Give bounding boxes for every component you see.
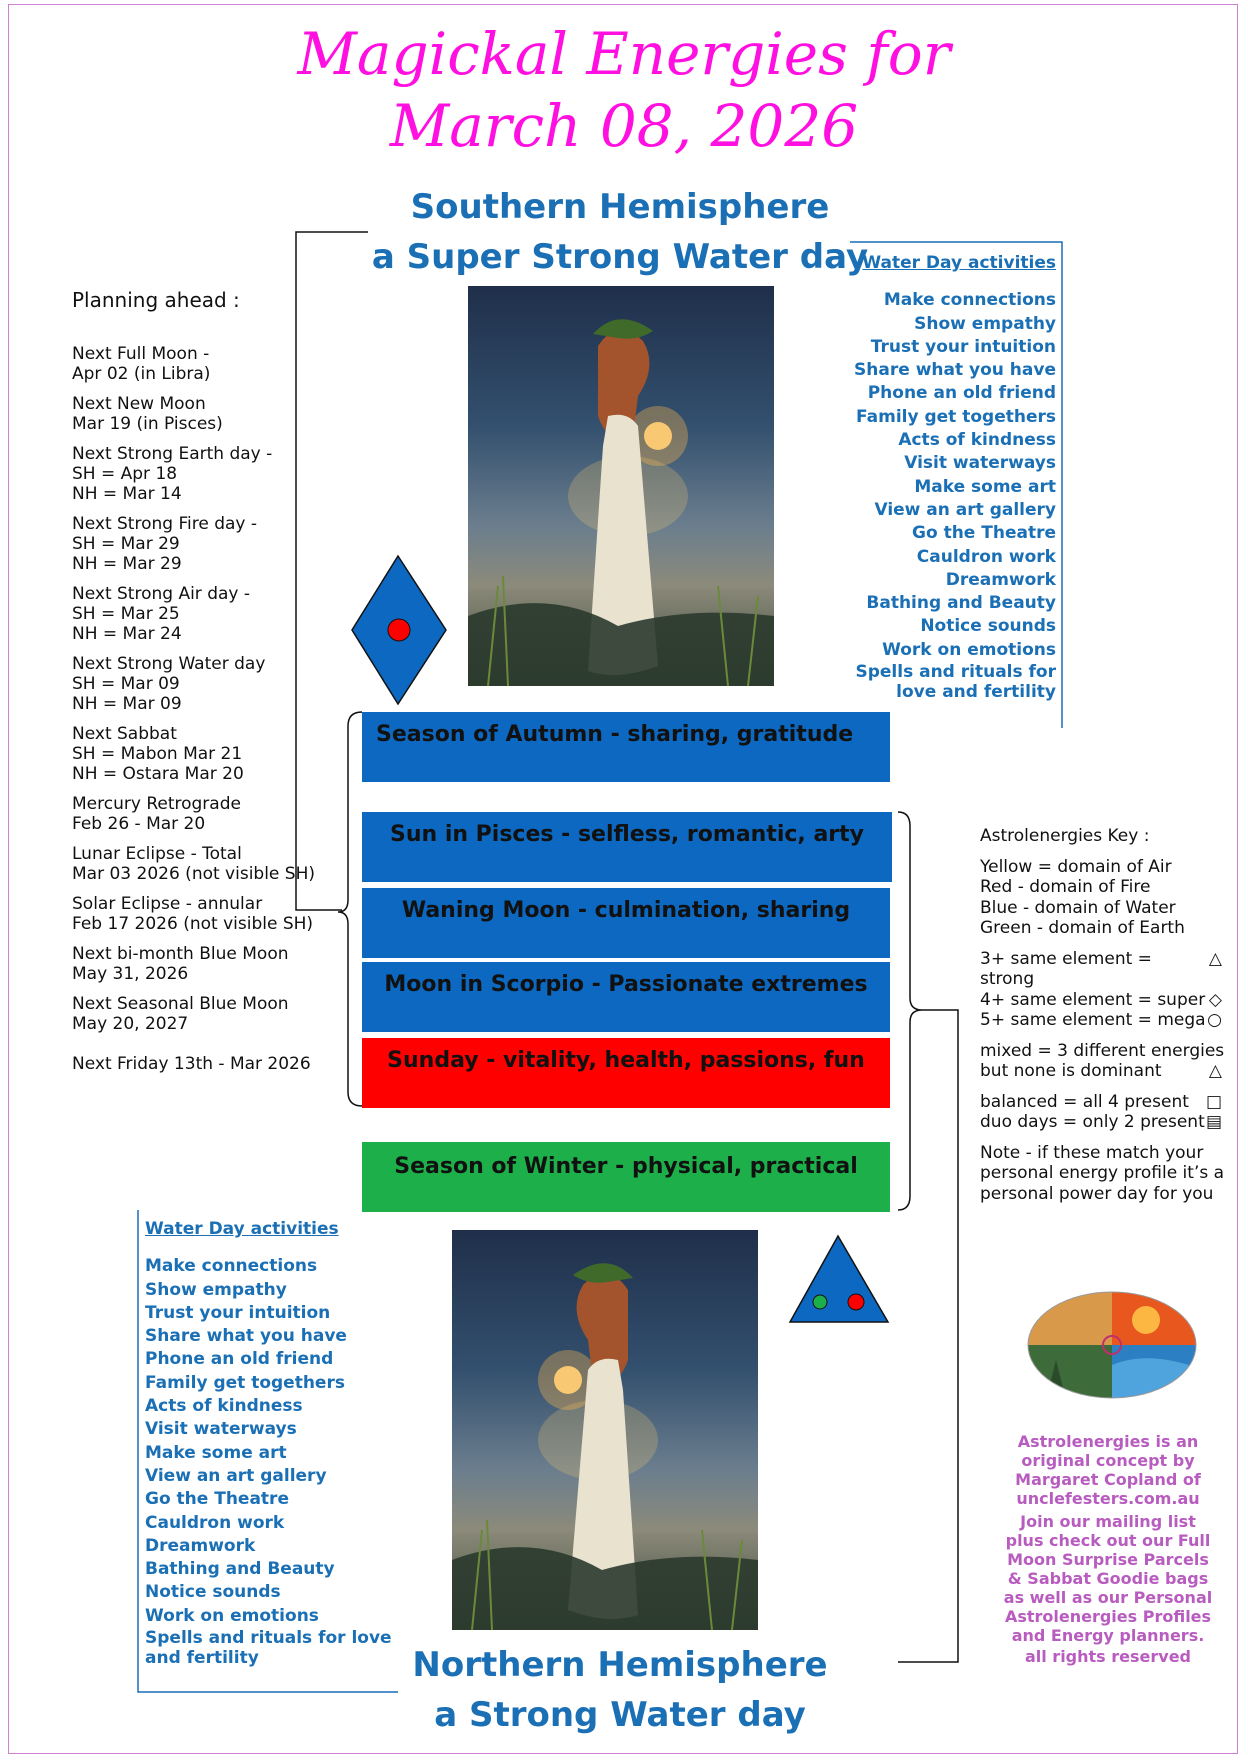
planning-item: Next Full Moon - Apr 02 (in Libra)	[72, 344, 211, 384]
nh-bracket	[898, 1010, 958, 1662]
diamond-outline-icon: ◇	[1208, 989, 1222, 1010]
activity-item: Family get togethers	[856, 406, 1056, 427]
activity-item: Work on emotions	[145, 1605, 319, 1626]
key-heading: Astrolenergies Key :	[980, 826, 1150, 846]
activity-item: love and fertility	[896, 682, 1056, 703]
activity-item: Spells and rituals for	[855, 662, 1056, 683]
activity-item: Show empathy	[914, 313, 1056, 334]
key-domain-water: Blue - domain of Water	[980, 897, 1176, 918]
moon-sign-label: Moon in Scorpio - Passionate extremes	[384, 972, 868, 997]
season-winter-label: Season of Winter - physical, practical	[394, 1154, 858, 1179]
activity-item: Make connections	[883, 290, 1056, 311]
northern-line-2: a Strong Water day	[434, 1695, 806, 1735]
water-goddess-photo-bottom	[452, 1230, 758, 1630]
southern-line-1: Southern Hemisphere	[410, 187, 830, 227]
key-mega-row	[980, 1010, 1222, 1031]
key-strong-label: 3+ same element = strong	[980, 948, 1152, 989]
key-domain-air: Yellow = domain of Air	[980, 856, 1172, 877]
key-domains	[980, 857, 1230, 939]
key-balanced-label: balanced = all 4 present	[980, 1091, 1189, 1112]
planning-item: Next Friday 13th - Mar 2026	[72, 1054, 311, 1074]
key-balanced-row	[980, 1092, 1222, 1113]
split-square-icon: ▤	[1205, 1112, 1222, 1132]
triangle-outline-icon: △	[1208, 948, 1222, 969]
water-activities-right	[850, 252, 1056, 702]
key-super-row	[980, 990, 1222, 1011]
season-autumn-box	[362, 712, 890, 782]
activity-item: Spells and rituals for love	[145, 1628, 392, 1649]
credit-concept: Astrolenergies is an original concept by Margaret Copland of unclefesters.com.au	[1015, 1432, 1201, 1508]
credit-text	[1000, 1432, 1216, 1666]
sun-sign-label: Sun in Pisces - selfless, romantic, arty	[389, 822, 864, 847]
triangle-symbol	[790, 1236, 888, 1322]
water-activities-left	[145, 1218, 395, 1668]
credit-mailing: Join our mailing list plus check out our Full Moon Surprise Parcels & Sabbat Goodie bags as well as our Personal Astrolenergies Profiles and Energy planners.	[1003, 1512, 1213, 1645]
activity-item: Acts of kindness	[898, 430, 1056, 451]
key-mixed-row	[980, 1061, 1222, 1082]
activity-item: Go the Theatre	[912, 523, 1056, 544]
day-ruler-label: Sunday - vitality, health, passions, fun	[387, 1048, 865, 1073]
planning-item: Mercury Retrograde Feb 26 - Mar 20	[72, 794, 241, 834]
planning-item: Next Strong Fire day - SH = Mar 29 NH = Mar 29	[72, 514, 257, 574]
activity-item: Make some art	[145, 1442, 287, 1463]
activity-item: Bathing and Beauty	[866, 593, 1056, 614]
triangle-outline-icon: △	[1208, 1061, 1222, 1081]
key-domain-fire: Red - domain of Fire	[980, 877, 1151, 897]
activity-item: Bathing and Beauty	[145, 1559, 335, 1580]
planning-item: Solar Eclipse - annular Feb 17 2026 (not visible SH)	[72, 894, 314, 934]
activities-heading: Water Day activities	[145, 1219, 339, 1239]
moon-phase-box	[362, 888, 890, 958]
activity-item: Cauldron work	[145, 1512, 285, 1533]
northern-hemisphere-heading	[360, 1640, 880, 1740]
activity-item: Family get togethers	[145, 1372, 345, 1393]
key-duo-label: duo days = only 2 present	[980, 1112, 1205, 1132]
activity-item: Share what you have	[854, 360, 1056, 381]
moon-phase-label: Waning Moon - culmination, sharing	[401, 898, 851, 923]
key-mixed	[980, 1041, 1230, 1082]
activity-item: Work on emotions	[882, 639, 1056, 660]
planning-item: Next Strong Air day - SH = Mar 25 NH = Mar 24	[72, 584, 251, 644]
planning-item: Next Seasonal Blue Moon May 20, 2027	[72, 994, 289, 1034]
planning-heading: Planning ahead :	[72, 288, 240, 312]
planning-item: Next Strong Water day SH = Mar 09 NH = Mar 09	[72, 654, 266, 714]
activity-item: Go the Theatre	[145, 1489, 289, 1510]
key-note: Note - if these match your personal energy profile it’s a personal power day for you	[980, 1142, 1225, 1204]
activity-item: Share what you have	[145, 1326, 347, 1347]
key-domain-earth: Green - domain of Earth	[980, 918, 1185, 938]
activity-item: Cauldron work	[916, 546, 1056, 567]
key-mixed-line-1: mixed = 3 different energies	[980, 1040, 1225, 1061]
activity-item: Dreamwork	[145, 1535, 256, 1556]
key-strength	[980, 949, 1230, 1031]
northern-line-1: Northern Hemisphere	[412, 1645, 828, 1685]
activities-heading: Water Day activities	[862, 253, 1056, 273]
activity-item: Visit waterways	[145, 1419, 297, 1440]
moon-sign-box	[362, 962, 890, 1032]
key-mega-label: 5+ same element = mega	[980, 1010, 1206, 1030]
southern-line-2: a Super Strong Water day	[371, 237, 869, 277]
planning-item: Next Strong Earth day - SH = Apr 18 NH = Mar 14	[72, 444, 273, 504]
key-super-label: 4+ same element = super	[980, 989, 1206, 1010]
planning-item: Next New Moon Mar 19 (in Pisces)	[72, 394, 223, 434]
astrolenergies-key	[980, 826, 1230, 1204]
activity-item: Make connections	[145, 1256, 318, 1277]
activity-item: and fertility	[145, 1648, 259, 1669]
title-line-2: March 08, 2026	[389, 92, 859, 160]
planning-item: Next bi-month Blue Moon May 31, 2026	[72, 944, 289, 984]
brace-right	[898, 812, 922, 1210]
key-balanced-duo	[980, 1092, 1230, 1133]
season-winter-box	[362, 1142, 890, 1212]
key-strong-row	[980, 949, 1222, 990]
activity-item: View an art gallery	[874, 499, 1056, 520]
activity-item: Notice sounds	[145, 1582, 281, 1603]
circle-outline-icon: ○	[1207, 1010, 1222, 1030]
sun-sign-box	[362, 812, 892, 882]
activity-item: Acts of kindness	[145, 1396, 303, 1417]
astrolenergies-logo	[1026, 1290, 1198, 1400]
water-goddess-photo-top	[468, 286, 774, 686]
activity-item: Trust your intuition	[145, 1302, 331, 1323]
key-mixed-line-2: but none is dominant	[980, 1061, 1162, 1081]
square-outline-icon: □	[1205, 1091, 1222, 1112]
activity-item: Make some art	[914, 476, 1056, 497]
season-autumn-label: Season of Autumn - sharing, gratitude	[376, 722, 854, 747]
activity-item: Visit waterways	[904, 453, 1056, 474]
activity-item: Notice sounds	[920, 616, 1056, 637]
activity-item: Dreamwork	[945, 569, 1056, 590]
activity-item: Show empathy	[145, 1279, 287, 1300]
planning-item: Next Sabbat SH = Mabon Mar 21 NH = Ostara Mar 20	[72, 724, 244, 784]
credit-rights: all rights reserved	[1024, 1647, 1192, 1666]
day-ruler-box	[362, 1038, 890, 1108]
activity-item: View an art gallery	[145, 1465, 327, 1486]
activity-item: Phone an old friend	[145, 1349, 334, 1370]
activity-item: Phone an old friend	[867, 383, 1056, 404]
planning-item: Lunar Eclipse - Total Mar 03 2026 (not visible SH)	[72, 844, 316, 884]
key-duo-row	[980, 1112, 1222, 1133]
title-line-1: Magickal Energies for	[297, 20, 951, 88]
planning-ahead	[72, 290, 372, 1084]
activity-item: Trust your intuition	[870, 336, 1056, 357]
